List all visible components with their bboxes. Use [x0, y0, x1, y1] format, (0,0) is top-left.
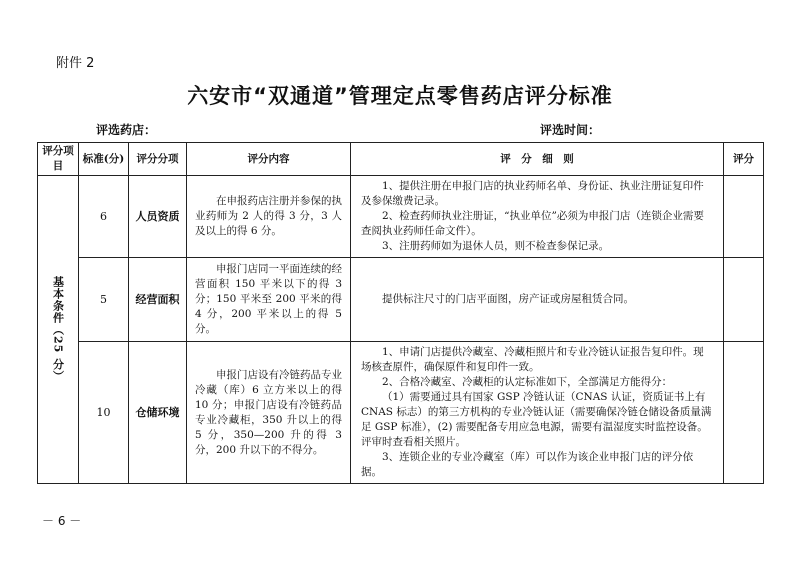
content-text: 申报门店同一平面连续的经营面积 150 平米以下的得 3 分；150 平米至 200 平米的得 4 分，200 平米以上的得 5 分。	[195, 263, 342, 335]
header-score: 评分	[724, 143, 764, 176]
scoring-table	[37, 142, 764, 484]
header-rules: 评 分 细 则	[351, 143, 724, 176]
pharmacy-label: 评选药店：	[96, 123, 157, 137]
content-cell	[187, 176, 351, 258]
page-number: － 6 －	[42, 514, 82, 528]
rule-line: 2、检查药师执业注册证，“执业单位”必须为申报门店（连锁企业需要查阅执业药师任命文件）。	[361, 210, 704, 237]
header-content: 评分内容	[187, 143, 351, 176]
score-cell[interactable]	[724, 176, 764, 258]
content-cell	[187, 258, 351, 342]
header-item: 评分项目	[38, 143, 79, 176]
rule-line: 1、提供注册在申报门店的执业药师名单、身份证、执业注册证复印件及参保缴费记录。	[361, 180, 704, 207]
rule-line: 提供标注尺寸的门店平面图，房产证或房屋租赁合同。	[382, 293, 634, 305]
rules-cell	[351, 342, 724, 484]
rule-line: （1）需要通过具有国家 GSP 冷链认证（CNAS 认证，资质证书上有 CNAS 标志）的第三方机构的专业冷链认证（需要确保冷链仓储设备质量满足 GSP 标准），(2) 需要配备专用应急电源，需要有温湿度实时监控设备。评审时查看相关照片。	[361, 391, 712, 448]
attachment-label: 附件 2	[56, 56, 95, 71]
document-title: 六安市“双通道”管理定点零售药店评分标准	[187, 84, 613, 108]
content-text: 在申报药店注册并参保的执业药师为 2 人的得 3 分，3 人及以上的得 6 分。	[195, 195, 342, 237]
rules-cell	[351, 176, 724, 258]
standard-cell: 5	[79, 258, 129, 342]
score-cell[interactable]	[724, 258, 764, 342]
rule-line: 3、连锁企业的专业冷藏室（库）可以作为该企业申报门店的评分依据。	[361, 451, 694, 478]
table-row	[38, 342, 764, 484]
content-text: 申报门店设有冷链药品专业冷藏（库）6 立方米以上的得 10 分；申报门店设有冷链药品专业冷藏柜，350 升以上的得 5 分，350—200 升的得 3 分，200 升以下的不得分。	[195, 368, 342, 456]
rules-cell	[351, 258, 724, 342]
sub-item-cell: 仓储环境	[129, 342, 187, 484]
table-row	[38, 176, 764, 258]
header-sub-item: 评分分项	[129, 143, 187, 176]
table-header-row	[38, 143, 764, 176]
table-row	[38, 258, 764, 342]
standard-cell: 6	[79, 176, 129, 258]
header-standard: 标准(分)	[79, 143, 129, 176]
content-cell	[187, 342, 351, 484]
group-cell	[38, 176, 79, 484]
sub-item-cell: 人员资质	[129, 176, 187, 258]
score-cell[interactable]	[724, 342, 764, 484]
group-label: 基本条件（25 分）	[51, 276, 65, 383]
rule-line: 1、申请门店提供冷藏室、冷藏柜照片和专业冷链认证报告复印件。现场核查原件，确保原件和复印件一致。	[361, 346, 704, 373]
rule-line: 3、注册药师如为退休人员，则不检查参保记录。	[382, 240, 610, 252]
sub-item-cell: 经营面积	[129, 258, 187, 342]
rule-line: 2、合格冷藏室、冷藏柜的认定标准如下，全部满足方能得分：	[382, 376, 673, 388]
time-label: 评选时间：	[540, 123, 601, 137]
standard-cell: 10	[79, 342, 129, 484]
